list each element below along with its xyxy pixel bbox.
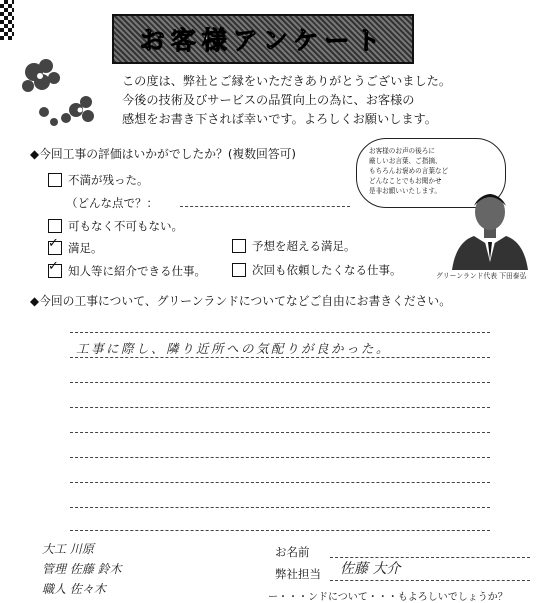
intro-line: この度は、弊社とご縁をいただきありがとうございました。 — [122, 74, 452, 88]
rep-value[interactable]: 佐藤 大介 — [340, 561, 401, 577]
checkbox-satisfied[interactable] — [48, 236, 62, 255]
handwritten-answer[interactable]: 工事に際し、隣り近所への気配りが良かった。 — [76, 341, 392, 356]
option-request-again[interactable] — [232, 262, 402, 278]
photo-caption: グリーンランド代表 下田泰弘 — [436, 272, 527, 280]
checkmark-icon: ✓ — [48, 236, 59, 251]
option-label: 次回も依頼したくなる仕事。 — [252, 263, 402, 277]
question2-heading: ◆今回の工事について、グリーンランドについてなどご自由にお書きください。 — [30, 294, 452, 308]
checkbox-recommendable[interactable] — [48, 259, 62, 278]
option-beyond-expectations[interactable] — [232, 238, 356, 254]
followup-prompt: （どんな点で？： — [66, 196, 158, 210]
bubble-line: お客様のお声の後ろに — [369, 147, 435, 155]
name-label: お名前 — [275, 545, 310, 559]
answer-line — [70, 457, 490, 458]
followup-line — [180, 206, 350, 207]
question1-heading: ◆今回工事の評価はいかがでしたか？(複数回答可) — [30, 147, 297, 161]
option-dissatisfied[interactable] — [48, 172, 149, 188]
checker-corner-decoration — [0, 0, 14, 40]
answer-line — [70, 382, 490, 383]
bubble-line: もちろんお褒めの言葉など — [369, 167, 449, 175]
answer-line — [70, 432, 490, 433]
rep-field-line — [330, 580, 530, 581]
answer-line — [70, 407, 490, 408]
checkbox-beyond-expectations[interactable] — [232, 239, 246, 253]
option-label: 可もなく不可もない。 — [68, 219, 183, 233]
answer-line — [70, 332, 490, 333]
intro-message — [122, 72, 542, 129]
option-neutral[interactable] — [48, 218, 183, 234]
representative-photo — [450, 186, 530, 270]
option-label: 不満が残った。 — [68, 173, 149, 187]
bubble-line: 是非お願いいたします。 — [369, 187, 442, 195]
cut-off-text: ー・・・ンドについて・・・もよろしいでしょうか？ — [268, 592, 508, 603]
answer-line — [70, 530, 490, 531]
option-label: 知人等に紹介できる仕事。 — [68, 264, 206, 278]
option-label: 予想を超える満足。 — [252, 239, 356, 253]
staff-note-line: 職人 佐々木 — [42, 582, 106, 596]
checkmark-icon: ✓ — [48, 259, 59, 274]
staff-note-line: 大工 川原 — [42, 542, 94, 556]
answer-line — [70, 482, 490, 483]
rep-label: 弊社担当 — [275, 567, 321, 581]
option-label: 満足。 — [68, 241, 103, 255]
option-recommendable[interactable] — [48, 259, 206, 279]
checkbox-request-again[interactable] — [232, 263, 246, 277]
intro-line: 今後の技術及びサービスの品質向上の為に、お客様の — [122, 93, 415, 107]
bubble-line: どんなことでもお聞かせ — [369, 177, 442, 185]
checkbox-dissatisfied[interactable] — [48, 173, 62, 187]
intro-line: 感想をお書き下されば幸いです。よろしくお願いします。 — [122, 112, 437, 126]
answer-line — [70, 507, 490, 508]
page-title: お客様アンケート — [139, 26, 387, 55]
bubble-line: 厳しいお言葉、ご指摘、 — [369, 157, 442, 165]
option-satisfied[interactable] — [48, 236, 103, 256]
answer-line — [70, 357, 490, 358]
staff-note-line: 管理 佐藤 鈴木 — [42, 562, 122, 576]
title-banner — [112, 14, 414, 64]
flower-decoration-icon — [14, 52, 114, 132]
checkbox-neutral[interactable] — [48, 219, 62, 233]
